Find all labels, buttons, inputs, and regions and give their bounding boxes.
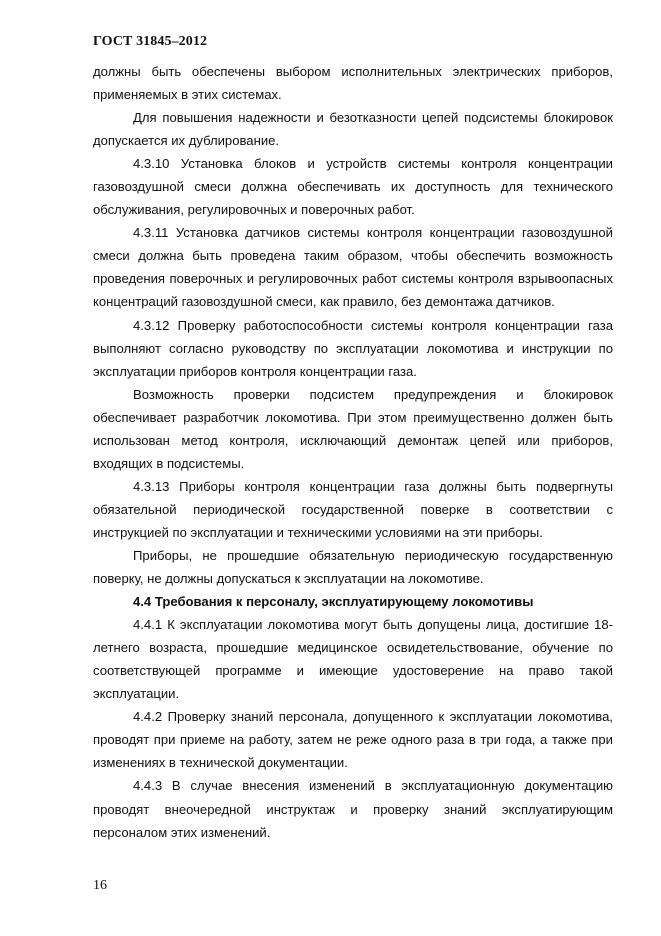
- paragraph-4-3-10: 4.3.10 Установка блоков и устройств системы контроля концентрации газовоздушной смеси должна обеспечивать их доступность для технического обслуживания, регулировочных и поверочных работ.: [93, 156, 613, 218]
- standard-designation: ГОСТ 31845–2012: [93, 34, 208, 49]
- document-body: [93, 60, 613, 844]
- paragraph: Приборы, не прошедшие обязательную периодическую государственную поверку, не должны допускаться к эксплуатации на локомотиве.: [93, 547, 613, 587]
- paragraph-4-4-3: 4.4.3 В случае внесения изменений в эксплуатационную документацию проводят внеочередной инструктаж и проверку знаний эксплуатирующим персоналом этих изменений.: [93, 778, 613, 840]
- paragraph: Возможность проверки подсистем предупреждения и блокировок обеспечивает разработчик локомотива. При этом преимущественно должен быть использован метод контроля, исключающий демонтаж цепей или приборов, входящих в подсистемы.: [93, 386, 613, 471]
- paragraph: Для повышения надежности и безотказности цепей подсистемы блокировок допускается их дублирование.: [93, 110, 613, 149]
- section-heading-4-4: 4.4 Требования к персоналу, эксплуатирующему локомотивы: [133, 594, 534, 610]
- paragraph-4-4-1: 4.4.1 К эксплуатации локомотива могут быть допущены лица, достигшие 18-летнего возраста, прошедшие медицинское освидетельствование, обучение по соответствующей программе и имеющие удостоверение на право такой эксплуатации.: [93, 617, 613, 702]
- paragraph-4-3-11: 4.3.11 Установка датчиков системы контроля концентрации газовоздушной смеси должна быть проведена таким образом, чтобы обеспечить возможность проведения поверочных и регулировочных работ системы контроля взрывоопасных концентраций газовоздушной смеси, как правило, без демонтажа датчиков.: [93, 225, 613, 310]
- page-number: 16: [93, 878, 107, 893]
- paragraph: должны быть обеспечены выбором исполнительных электрических приборов, применяемых в этих системах.: [93, 64, 613, 103]
- paragraph-4-3-12: 4.3.12 Проверку работоспособности системы контроля концентрации газа выполняют согласно руководству по эксплуатации локомотива и инструкции по эксплуатации приборов контроля концентрации газа.: [93, 317, 613, 379]
- paragraph-4-4-2: 4.4.2 Проверку знаний персонала, допущенного к эксплуатации локомотива, проводят при приеме на работу, затем не реже одного раза в три года, а также при изменениях в технической документации.: [93, 709, 613, 771]
- paragraph-4-3-13: 4.3.13 Приборы контроля концентрации газа должны быть подвергнуты обязательной периодической государственной поверке в соответствии с инструкцией по эксплуатации и техническими условиями на эти приборы.: [93, 478, 613, 540]
